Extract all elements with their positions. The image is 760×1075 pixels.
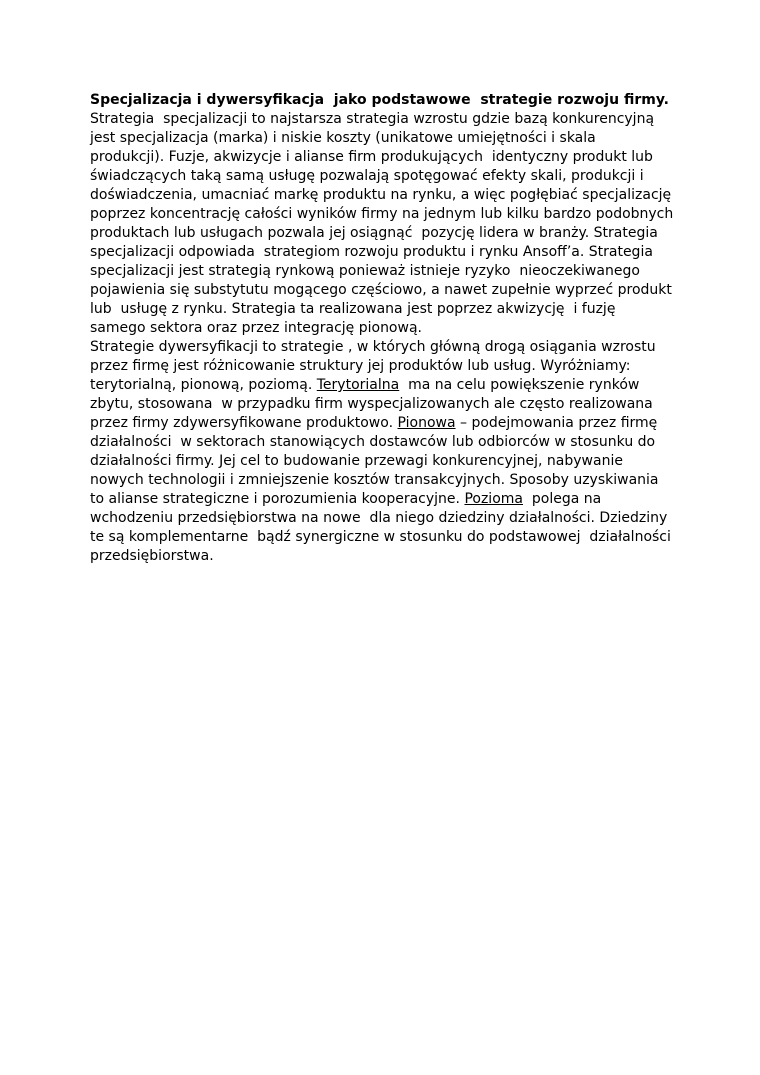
document-body xyxy=(90,110,681,566)
underlined-term: Pionowa xyxy=(397,415,456,431)
text-run: ma na celu powiększenie rynków zbytu, stosowana w przypadku firm wyspecjalizowanych ale często realizowana przez firmy zdywersyfikowane produktowo. xyxy=(90,377,662,431)
paragraph xyxy=(90,110,681,338)
text-run: Strategia specjalizacji to najstarsza strategia wzrostu gdzie bazą konkurencyjną jest specjalizacja (marka) i niskie koszty (unikatowe umiejętności i skala produkcji). Fuzje, akwizycje i alianse firm produkujących identyczny produkt lub świadczących taką samą usługę pozwalają spotęgować efekty skali, produkcji i doświadczenia, umacniać markę produktu na rynku, a więc pogłębiać specjalizację poprzez koncentrację całości wyników firmy na jednym lub kilku bardzo podobnych produktach lub usługach pozwala jej osiągnąć pozycję lidera w branży. Strategia specjalizacji odpowiada strategiom rozwoju produktu i rynku Ansoff’a. Strategia specjalizacji jest strategią rynkową ponieważ istnieje ryzyko nieoczekiwanego pojawienia się substytutu mogącego częściowo, a nawet zupełnie wyprzeć produkt lub usługę z rynku. Strategia ta realizowana jest poprzez akwizycję i fuzję samego sektora oraz przez integrację pionową. xyxy=(90,111,681,336)
text-run: polega na wchodzeniu przedsiębiorstwa na nowe dla niego dziedziny działalności. Dziedziny te są komplementarne bądź synergiczne w stosunku do podstawowej działalności przedsiębiorstwa. xyxy=(90,491,676,564)
text-run: Strategie dywersyfikacji to strategie , w których główną drogą osiągania wzrostu przez firmę jest różnicowanie struktury jej produktów lub usług. Wyróżniamy: terytorialną, pionową, poziomą. xyxy=(90,339,661,393)
paragraph xyxy=(90,338,674,566)
document-title: Specjalizacja i dywersyfikacja jako podstawowe strategie rozwoju firmy. xyxy=(90,92,669,108)
underlined-term: Pozioma xyxy=(464,491,523,507)
text-run: – podejmowania przez firmę działalności w sektorach stanowiących dostawców lub odbiorców w stosunku do działalności firmy. Jej cel to budowanie przewagi konkurencyjnej, nabywanie nowych technologii i zmniejszenie kosztów transakcyjnych. Sposoby uzyskiwania to alianse strategiczne i porozumienia kooperacyjne. xyxy=(90,415,663,507)
underlined-term: Terytorialna xyxy=(316,377,400,393)
